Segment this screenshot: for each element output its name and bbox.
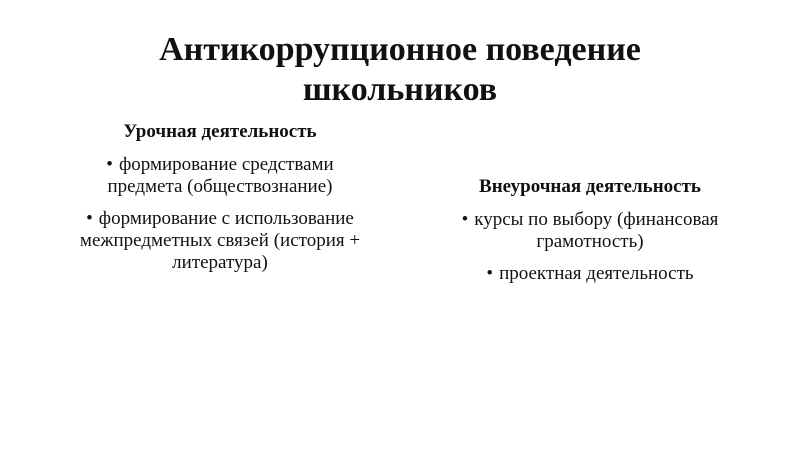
bullet-icon: • xyxy=(106,154,113,175)
bullet-icon: • xyxy=(461,209,469,230)
list-item-text: проектная деятельность xyxy=(499,263,694,284)
slide-title-line-1: Антикоррупционное поведение xyxy=(159,31,641,68)
list-item-text: курсы по выбору (финансовая грамотность) xyxy=(474,209,719,252)
list-item xyxy=(70,154,370,198)
list-item-text: формирование средствами предмета (обществознание) xyxy=(107,154,334,197)
extracurricular-activity-column xyxy=(420,175,760,295)
list-item xyxy=(420,209,760,253)
list-item xyxy=(70,208,370,274)
lesson-activity-list xyxy=(70,154,370,274)
list-item xyxy=(420,263,760,285)
slide-title-line-2: школьников xyxy=(302,71,498,108)
list-item-text: формирование с использование межпредметных связей (история + литература) xyxy=(79,208,361,273)
bullet-icon: • xyxy=(86,208,93,229)
extracurricular-activity-list xyxy=(420,209,760,285)
lesson-activity-heading: Урочная деятельность xyxy=(123,121,317,142)
lesson-activity-column xyxy=(70,120,370,284)
slide-title xyxy=(60,30,740,110)
bullet-icon: • xyxy=(486,263,494,284)
extracurricular-activity-heading: Внеурочная деятельность xyxy=(479,176,701,197)
